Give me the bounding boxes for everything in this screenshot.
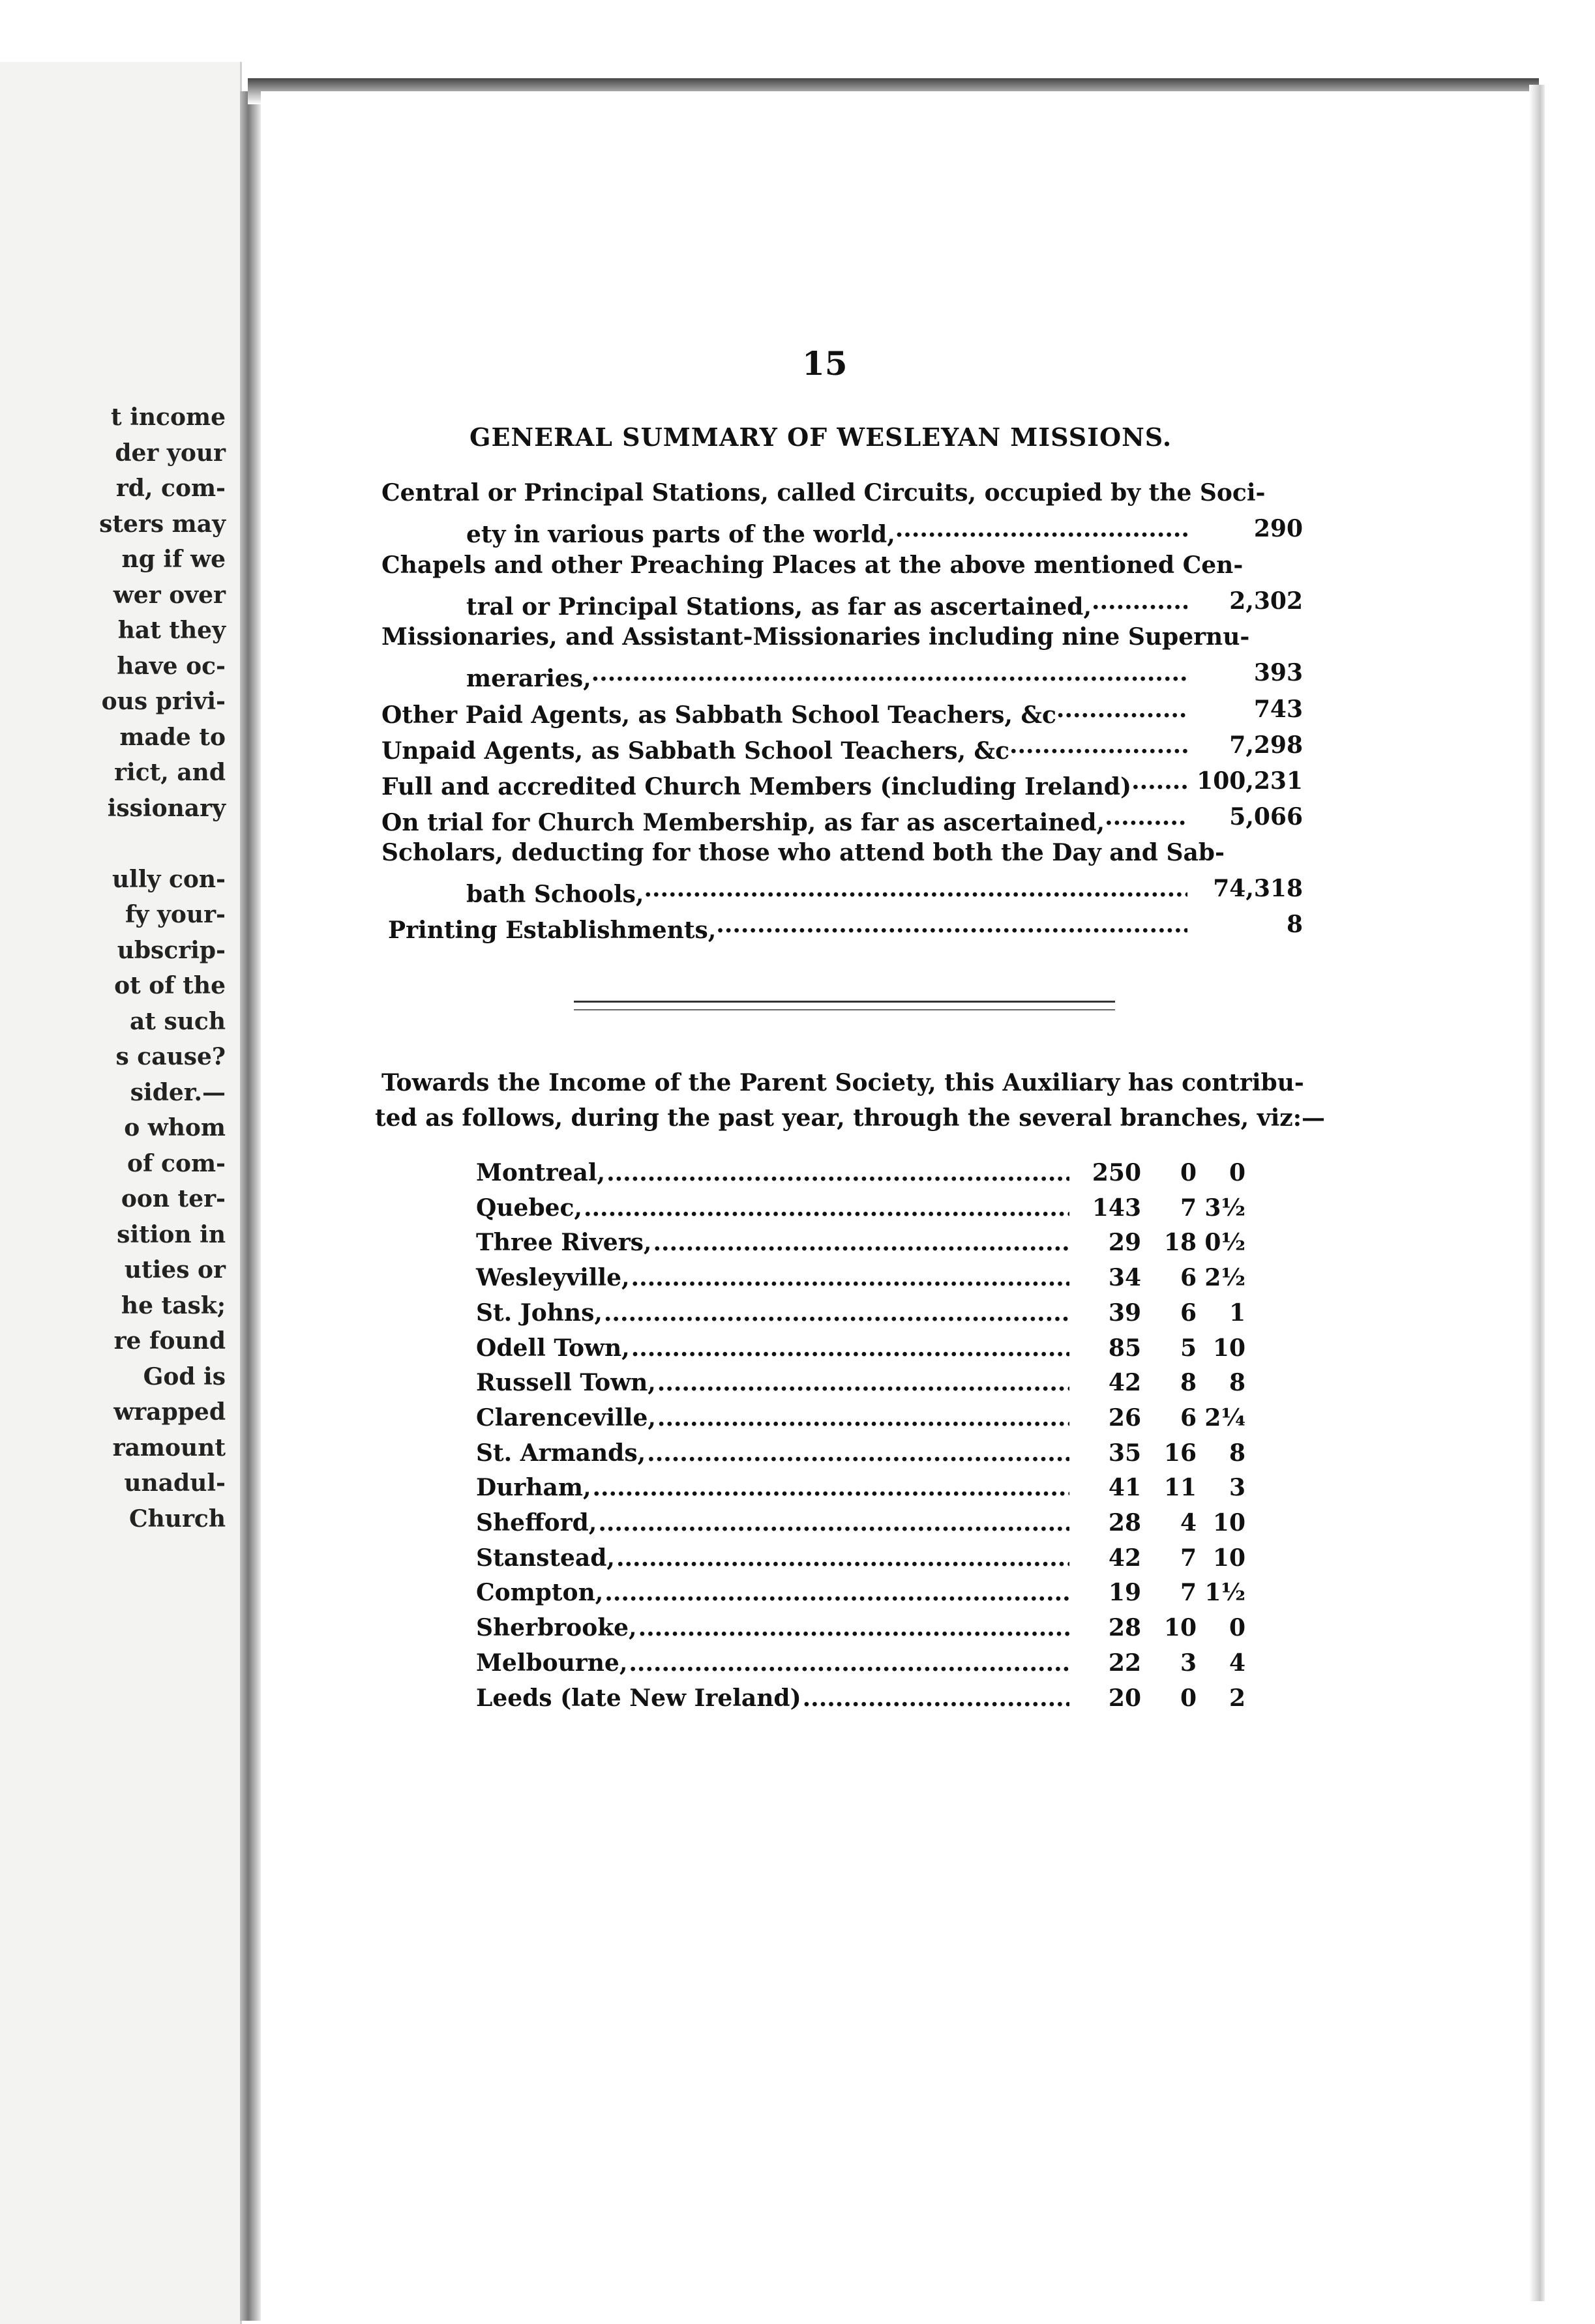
shillings-value: 4 (1180, 1509, 1197, 1537)
branch-name: St. Armands, (476, 1439, 646, 1467)
dot-leader (616, 1544, 1069, 1572)
branch-name: Montreal, (476, 1159, 606, 1186)
pounds-value: 29 (1108, 1229, 1141, 1257)
shillings-value: 0 (1180, 1159, 1197, 1186)
ornamental-divider (574, 1001, 1115, 1010)
pounds-value: 143 (1092, 1194, 1141, 1222)
summary-item-value: 290 (1253, 515, 1303, 542)
left-fragment-line: ramount (112, 1434, 226, 1462)
summary-item-line: bath Schools,..... (466, 875, 1187, 908)
summary-item-value: 100,231 (1197, 767, 1303, 795)
left-fragment-line: God is (143, 1362, 226, 1390)
pounds-value: 22 (1108, 1649, 1141, 1677)
pounds-value: 20 (1108, 1684, 1141, 1712)
dot-leader (657, 1369, 1069, 1396)
dot-leader (631, 1334, 1069, 1362)
summary-item-value: 8 (1286, 911, 1303, 938)
summary-item-line: tral or Principal Stations, as far as ascertained,..... (466, 587, 1187, 621)
left-fragment-line: re found (113, 1327, 226, 1355)
dot-leader (604, 1579, 1069, 1606)
pounds-value: 34 (1108, 1264, 1141, 1292)
pounds-value: 42 (1108, 1369, 1141, 1397)
dot-leader (653, 1229, 1069, 1256)
pence-value: 10 (1212, 1544, 1245, 1572)
pounds-value: 28 (1108, 1509, 1141, 1537)
dot-leader (629, 1649, 1069, 1677)
left-fragment-line: hat they (117, 617, 226, 644)
branch-name: Clarenceville, (476, 1404, 656, 1432)
left-fragment-line: der your (115, 439, 226, 467)
branch-name: St. Johns, (476, 1299, 603, 1327)
pence-value: 0½ (1204, 1229, 1245, 1257)
summary-item-line: On trial for Church Membership, as far as ascertained,..... (381, 803, 1187, 836)
page-right-edge (1529, 85, 1545, 2301)
pence-value: 0 (1229, 1614, 1245, 1642)
pounds-value: 39 (1108, 1299, 1141, 1327)
left-fragment-line: ous privi- (101, 688, 226, 715)
page-number: 15 (802, 344, 848, 383)
dot-leader (592, 1474, 1069, 1501)
summary-item-value: 74,318 (1213, 875, 1303, 902)
dot-leader (1056, 696, 1187, 723)
shillings-value: 7 (1180, 1544, 1197, 1572)
summary-item-line: Scholars, deducting for those who attend both the Day and Sab- (381, 839, 1225, 866)
branch-name: Melbourne, (476, 1649, 628, 1677)
left-fragment-line: uties or (124, 1256, 226, 1284)
pence-value: 1 (1229, 1299, 1245, 1327)
left-fragment-line: t income (111, 404, 226, 431)
branch-name: Wesleyville, (476, 1264, 630, 1292)
shillings-value: 8 (1180, 1369, 1197, 1397)
dot-leader (1092, 587, 1187, 615)
left-fragment-line: ng if we (121, 546, 226, 573)
pence-value: 0 (1229, 1159, 1245, 1186)
pence-value: 3 (1229, 1474, 1245, 1502)
left-fragment-line: wrapped (113, 1398, 226, 1426)
shillings-value: 5 (1180, 1334, 1197, 1362)
summary-item-value: 7,298 (1229, 731, 1303, 759)
pence-value: 10 (1212, 1334, 1245, 1362)
left-page-text-fragment (99, 400, 226, 1537)
dot-leader (1131, 767, 1187, 795)
left-fragment-line: unadul- (124, 1469, 226, 1497)
dot-leader (1105, 803, 1187, 831)
left-fragment-line: at such (129, 1007, 226, 1035)
pounds-value: 250 (1092, 1159, 1141, 1186)
left-fragment-line: Church (128, 1505, 226, 1533)
shillings-value: 0 (1180, 1684, 1197, 1712)
dot-leader (584, 1194, 1069, 1222)
dot-leader (1009, 731, 1187, 759)
shillings-value: 7 (1180, 1579, 1197, 1607)
summary-item-value: 743 (1253, 696, 1303, 723)
left-fragment-line: s cause? (115, 1043, 226, 1070)
dot-leader (591, 659, 1187, 686)
left-fragment-line: issionary (107, 794, 226, 822)
summary-item-line: Other Paid Agents, as Sabbath School Teachers, &c..... (381, 696, 1187, 729)
dot-leader (657, 1404, 1069, 1432)
branch-name: Leeds (late New Ireland) (476, 1684, 801, 1712)
left-fragment-line: ully con- (112, 865, 226, 893)
dot-leader (631, 1264, 1069, 1291)
dot-leader (716, 911, 1187, 938)
pounds-value: 85 (1108, 1334, 1141, 1362)
shillings-value: 11 (1163, 1474, 1197, 1502)
dot-leader (604, 1299, 1069, 1327)
dot-leader (644, 875, 1187, 902)
left-fragment-line: ubscrip- (117, 936, 226, 964)
pence-value: 1½ (1204, 1579, 1245, 1607)
pence-value: 10 (1212, 1509, 1245, 1537)
shillings-value: 10 (1163, 1614, 1197, 1642)
left-fragment-line: have oc- (117, 652, 226, 680)
dot-leader (638, 1614, 1069, 1641)
branch-name: Sherbrooke, (476, 1614, 637, 1642)
summary-item-line: Full and accredited Church Members (including Ireland)..... (381, 767, 1187, 801)
pence-value: 4 (1229, 1649, 1245, 1677)
branch-name: Odell Town, (476, 1334, 630, 1362)
shillings-value: 7 (1180, 1194, 1197, 1222)
dot-leader (598, 1509, 1069, 1537)
left-fragment-line (99, 826, 226, 862)
summary-item-value: 393 (1253, 659, 1303, 686)
pounds-value: 42 (1108, 1544, 1141, 1572)
summary-item-line: Missionaries, and Assistant-Missionaries including nine Supernu- (381, 623, 1250, 651)
branch-name: Shefford, (476, 1509, 597, 1537)
left-fragment-line: of com- (127, 1149, 226, 1177)
branch-name: Three Rivers, (476, 1229, 652, 1257)
pounds-value: 28 (1108, 1614, 1141, 1642)
left-fragment-line: sition in (117, 1220, 226, 1248)
pence-value: 8 (1229, 1369, 1245, 1397)
branch-name: Stanstead, (476, 1544, 615, 1572)
summary-item-line: Unpaid Agents, as Sabbath School Teachers, &c..... (381, 731, 1187, 765)
contributions-intro-line-2: ted as follows, during the past year, through the several branches, viz:— (375, 1104, 1326, 1132)
pence-value: 3½ (1204, 1194, 1245, 1222)
pence-value: 2½ (1204, 1264, 1245, 1292)
summary-item-line: ety in various parts of the world,..... (466, 515, 1187, 548)
left-fragment-line: he task; (121, 1291, 226, 1319)
left-fragment-line: wer over (113, 581, 226, 609)
shillings-value: 6 (1180, 1299, 1197, 1327)
summary-item-value: 2,302 (1229, 587, 1303, 615)
left-fragment-line: sider.— (130, 1078, 226, 1106)
left-fragment-line: sters may (99, 510, 226, 538)
left-facing-page (0, 62, 242, 2324)
shillings-value: 3 (1180, 1649, 1197, 1677)
left-fragment-line: fy your- (125, 901, 226, 928)
shillings-value: 16 (1163, 1439, 1197, 1467)
dot-leader (895, 515, 1187, 542)
pounds-value: 35 (1108, 1439, 1141, 1467)
pence-value: 2 (1229, 1684, 1245, 1712)
summary-item-line: Chapels and other Preaching Places at the above mentioned Cen- (381, 552, 1244, 579)
shillings-value: 18 (1163, 1229, 1197, 1257)
summary-item-value: 5,066 (1229, 803, 1303, 831)
dot-leader (606, 1159, 1069, 1186)
branch-name: Quebec, (476, 1194, 582, 1222)
summary-item-line: meraries,..... (466, 659, 1187, 692)
branch-name: Russell Town, (476, 1369, 656, 1397)
pence-value: 8 (1229, 1439, 1245, 1467)
shillings-value: 6 (1180, 1264, 1197, 1292)
summary-title: GENERAL SUMMARY OF WESLEYAN MISSIONS. (470, 422, 1172, 452)
left-fragment-line: made to (119, 723, 226, 751)
left-fragment-line: oon ter- (121, 1185, 226, 1213)
summary-item-line: Central or Principal Stations, called Circuits, occupied by the Soci- (381, 479, 1266, 507)
left-fragment-line: ot of the (114, 972, 226, 999)
dot-leader (803, 1684, 1069, 1712)
shillings-value: 6 (1180, 1404, 1197, 1432)
book-gutter (240, 91, 261, 2321)
branch-name: Durham, (476, 1474, 591, 1502)
summary-item-line: Printing Establishments,..... (388, 911, 1187, 944)
contributions-intro-line-1: Towards the Income of the Parent Society, this Auxiliary has contribu- (381, 1069, 1304, 1096)
dot-leader (647, 1439, 1069, 1467)
branch-name: Compton, (476, 1579, 604, 1607)
pence-value: 2¼ (1204, 1404, 1245, 1432)
pounds-value: 26 (1108, 1404, 1141, 1432)
left-fragment-line: rict, and (114, 759, 226, 786)
left-fragment-line: rd, com- (115, 475, 226, 502)
pounds-value: 19 (1108, 1579, 1141, 1607)
pounds-value: 41 (1108, 1474, 1141, 1502)
left-fragment-line: o whom (124, 1114, 226, 1141)
